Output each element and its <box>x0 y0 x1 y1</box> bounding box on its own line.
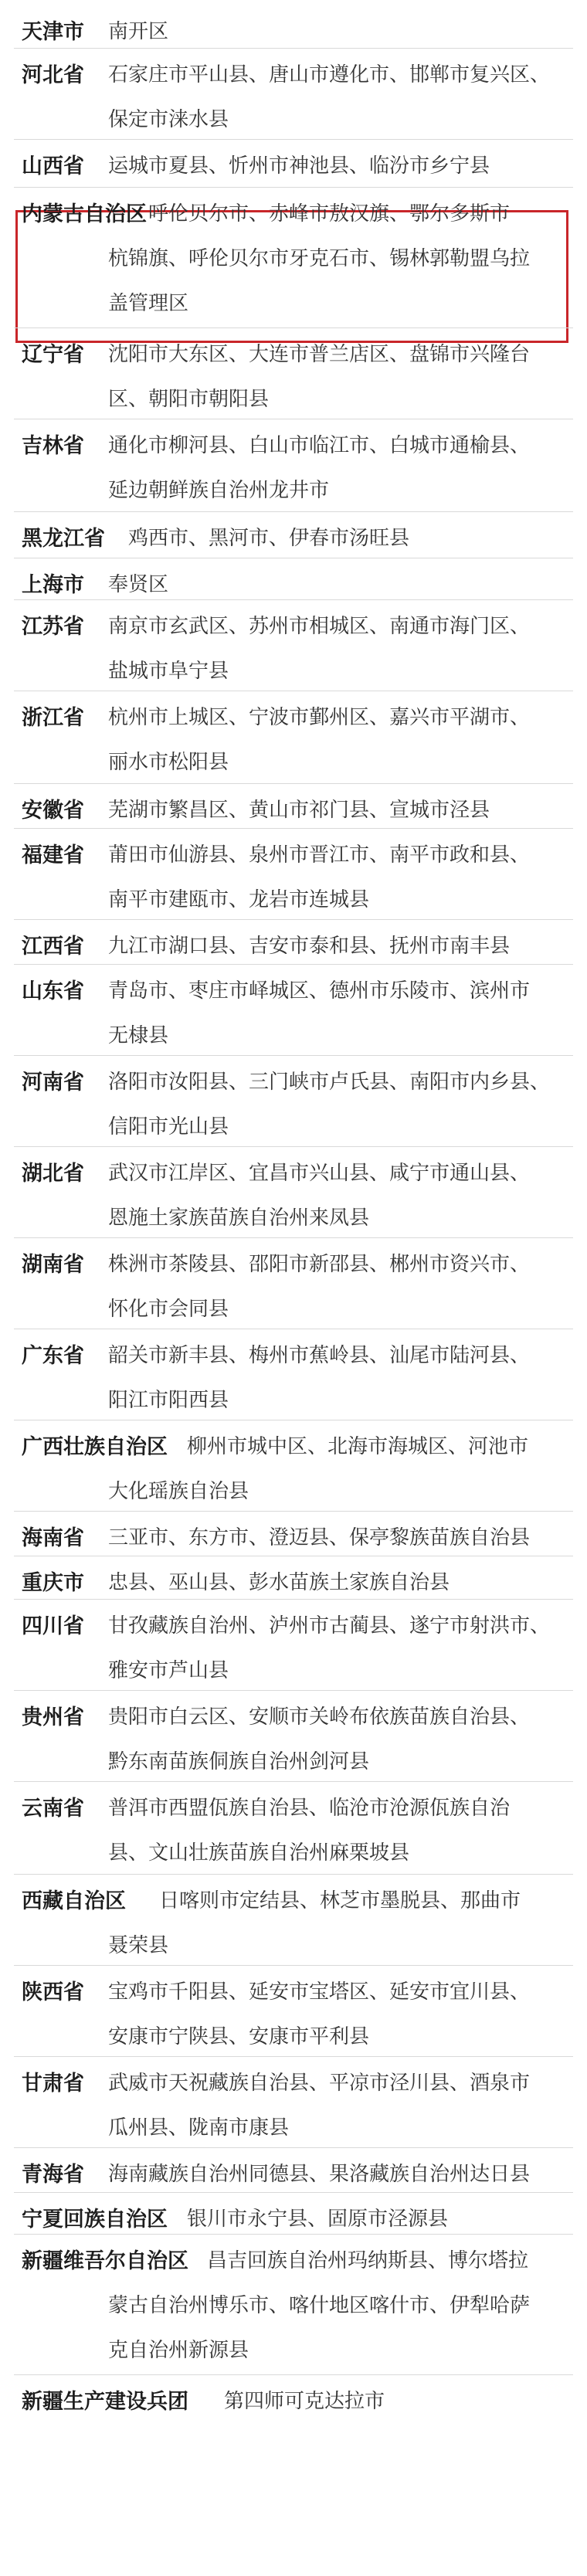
location-text: 第四师可克达拉市 <box>224 2390 385 2413</box>
list-item <box>0 2152 587 2197</box>
list-item <box>0 2061 587 2150</box>
location-text: 区、朝阳市朝阳县 <box>108 388 270 411</box>
location-text: 通化市柳河县、白山市临江市、白城市通榆县、 <box>108 434 531 457</box>
row-separator <box>14 919 573 920</box>
location-text: 延边朝鲜族自治州龙井市 <box>108 479 330 502</box>
location-text: 洛阳市汝阳县、三门峡市卢氏县、南阳市内乡县、 <box>108 1071 551 1094</box>
list-item <box>0 1786 587 1875</box>
province-label: 贵州省 <box>22 1705 84 1729</box>
location-text: 株洲市茶陵县、邵阳市新邵县、郴州市资兴市、 <box>108 1253 531 1276</box>
row-separator <box>14 2056 573 2057</box>
location-text: 芜湖市繁昌区、黄山市祁门县、宣城市泾县 <box>108 799 490 822</box>
row-separator <box>14 139 573 140</box>
location-text: 柳州市城中区、北海市海城区、河池市 <box>187 1435 529 1458</box>
province-label: 重庆市 <box>22 1571 84 1595</box>
list-item <box>0 604 587 694</box>
row-separator <box>14 1965 573 1966</box>
province-label: 湖北省 <box>22 1162 84 1186</box>
list-item <box>0 1970 587 2059</box>
province-label: 黑龙江省 <box>22 527 105 551</box>
province-label: 广西壮族自治区 <box>22 1435 168 1459</box>
province-label: 安徽省 <box>22 799 84 823</box>
location-text: 银川市永宁县、固原市泾源县 <box>187 2208 449 2231</box>
location-text: 忠县、巫山县、彭水苗族土家族自治县 <box>108 1571 450 1594</box>
province-label: 青海省 <box>22 2163 84 2187</box>
province-label: 天津市 <box>22 20 84 44</box>
row-separator <box>14 1599 573 1600</box>
row-separator <box>14 1055 573 1056</box>
province-label: 新疆维吾尔自治区 <box>22 2249 188 2273</box>
location-text: 大化瑶族自治县 <box>108 1480 249 1503</box>
province-label: 江西省 <box>22 935 84 959</box>
location-text: 阳江市阳西县 <box>108 1389 229 1412</box>
province-label: 陕西省 <box>22 1980 84 2004</box>
province-label: 上海市 <box>22 573 84 597</box>
location-text: 聂荣县 <box>108 1934 169 1957</box>
row-separator <box>14 2192 573 2193</box>
location-text: 宝鸡市千阳县、延安市宝塔区、延安市宜川县、 <box>108 1980 531 2004</box>
province-label: 江苏省 <box>22 615 84 639</box>
location-text: 县、文山壮族苗族自治州麻栗坡县 <box>108 1841 410 1865</box>
row-separator <box>14 828 573 829</box>
list-item <box>0 423 587 513</box>
location-text: 九江市湖口县、吉安市泰和县、抚州市南丰县 <box>108 935 511 958</box>
location-text: 莆田市仙游县、泉州市晋江市、南平市政和县、 <box>108 843 531 867</box>
location-text: 昌吉回族自治州玛纳斯县、博尔塔拉 <box>207 2249 529 2272</box>
row-separator <box>14 599 573 600</box>
location-text: 青岛市、枣庄市峄城区、德州市乐陵市、滨州市 <box>108 979 531 1003</box>
list-item <box>0 332 587 422</box>
row-separator <box>14 1781 573 1782</box>
province-label: 新疆生产建设兵团 <box>22 2390 188 2414</box>
location-text: 雅安市芦山县 <box>108 1659 229 1682</box>
location-text: 武威市天祝藏族自治县、平凉市泾川县、酒泉市 <box>108 2072 531 2095</box>
location-text: 盐城市阜宁县 <box>108 660 229 683</box>
location-text: 恩施土家族苗族自治州来凤县 <box>108 1207 370 1230</box>
location-text: 甘孜藏族自治州、泸州市古蔺县、遂宁市射洪市、 <box>108 1614 551 1638</box>
row-separator <box>14 187 573 188</box>
list-item <box>0 53 587 142</box>
row-separator <box>14 2234 573 2235</box>
location-text: 杭州市上城区、宁波市鄞州区、嘉兴市平湖市、 <box>108 706 531 729</box>
province-label: 山西省 <box>22 154 84 178</box>
province-label: 河北省 <box>22 63 84 87</box>
row-separator <box>14 2374 573 2375</box>
location-text: 丽水市松阳县 <box>108 751 229 774</box>
location-text: 黔东南苗族侗族自治州剑河县 <box>108 1750 370 1773</box>
location-text: 无棣县 <box>108 1024 169 1047</box>
province-label: 辽宁省 <box>22 343 84 367</box>
location-text: 贵阳市白云区、安顺市关岭布依族苗族自治县、 <box>108 1705 531 1729</box>
province-label: 内蒙古自治区 <box>22 202 147 226</box>
location-text: 盖管理区 <box>108 292 189 315</box>
list-item <box>0 1424 587 1514</box>
list-item <box>0 969 587 1058</box>
row-separator <box>14 783 573 784</box>
location-text: 南平市建瓯市、龙岩市连城县 <box>108 888 370 911</box>
list-item <box>0 1515 587 1560</box>
list-item <box>0 144 587 188</box>
location-text: 南开区 <box>108 20 169 43</box>
row-separator <box>14 48 573 49</box>
location-text: 鸡西市、黑河市、伊春市汤旺县 <box>128 527 410 550</box>
row-separator <box>14 511 573 512</box>
location-text: 海南藏族自治州同德县、果洛藏族自治州达日县 <box>108 2163 531 2186</box>
list-item <box>0 1151 587 1240</box>
province-label: 海南省 <box>22 1526 84 1550</box>
list-item <box>0 516 587 561</box>
province-label: 西藏自治区 <box>22 1889 126 1913</box>
location-text: 怀化市会同县 <box>108 1298 229 1321</box>
location-text: 运城市夏县、忻州市神池县、临汾市乡宁县 <box>108 154 490 178</box>
list-item <box>0 833 587 922</box>
location-text: 瓜州县、陇南市康县 <box>108 2116 290 2140</box>
location-text: 沈阳市大东区、大连市普兰店区、盘锦市兴隆台 <box>108 343 531 366</box>
row-separator <box>14 1511 573 1512</box>
location-text: 信阳市光山县 <box>108 1115 229 1139</box>
location-text: 克自治州新源县 <box>108 2339 249 2362</box>
list-item <box>0 192 587 326</box>
province-label: 云南省 <box>22 1797 84 1821</box>
row-separator <box>14 1146 573 1147</box>
location-text: 武汉市江岸区、宜昌市兴山县、咸宁市通山县、 <box>108 1162 531 1185</box>
location-text: 日喀则市定结县、林芝市墨脱县、那曲市 <box>159 1889 521 1912</box>
province-label: 山东省 <box>22 979 84 1003</box>
location-text: 三亚市、东方市、澄迈县、保亭黎族苗族自治县 <box>108 1526 531 1549</box>
list-item <box>0 1695 587 1784</box>
list-item <box>0 695 587 785</box>
list-item <box>0 2197 587 2242</box>
location-text: 杭锦旗、呼伦贝尔市牙克石市、锡林郭勒盟乌拉 <box>108 247 531 270</box>
location-text: 呼伦贝尔市、赤峰市敖汉旗、鄂尔多斯市 <box>148 202 511 226</box>
row-separator <box>14 2147 573 2148</box>
province-label: 甘肃省 <box>22 2072 84 2096</box>
location-text: 保定市涞水县 <box>108 108 229 131</box>
list-item <box>0 924 587 969</box>
row-separator <box>14 1690 573 1691</box>
row-separator <box>14 1874 573 1875</box>
location-text: 奉贤区 <box>108 573 169 596</box>
list-item <box>0 1604 587 1693</box>
province-label: 广东省 <box>22 1344 84 1368</box>
list-item <box>0 2238 587 2373</box>
province-label: 福建省 <box>22 843 84 867</box>
list-item <box>0 1879 587 1968</box>
list-item <box>0 788 587 833</box>
list-item <box>0 562 587 607</box>
province-label: 湖南省 <box>22 1253 84 1277</box>
row-separator <box>14 964 573 965</box>
location-text: 韶关市新丰县、梅州市蕉岭县、汕尾市陆河县、 <box>108 1344 531 1367</box>
province-label: 浙江省 <box>22 706 84 730</box>
province-label: 四川省 <box>22 1614 84 1638</box>
list-item <box>0 1060 587 1149</box>
list-item <box>0 1242 587 1332</box>
province-label: 吉林省 <box>22 434 84 458</box>
location-text: 石家庄市平山县、唐山市遵化市、邯郸市复兴区、 <box>108 63 551 87</box>
province-label: 河南省 <box>22 1071 84 1095</box>
location-text: 普洱市西盟佤族自治县、临沧市沧源佤族自治 <box>108 1797 511 1820</box>
row-separator <box>14 1237 573 1238</box>
location-text: 南京市玄武区、苏州市相城区、南通市海门区、 <box>108 615 531 638</box>
list-item <box>0 2379 587 2424</box>
location-text: 安康市宁陕县、安康市平利县 <box>108 2025 370 2048</box>
province-label: 宁夏回族自治区 <box>22 2208 168 2232</box>
list-item <box>0 1333 587 1423</box>
location-text: 蒙古自治州博乐市、喀什地区喀什市、伊犁哈萨 <box>108 2294 531 2317</box>
